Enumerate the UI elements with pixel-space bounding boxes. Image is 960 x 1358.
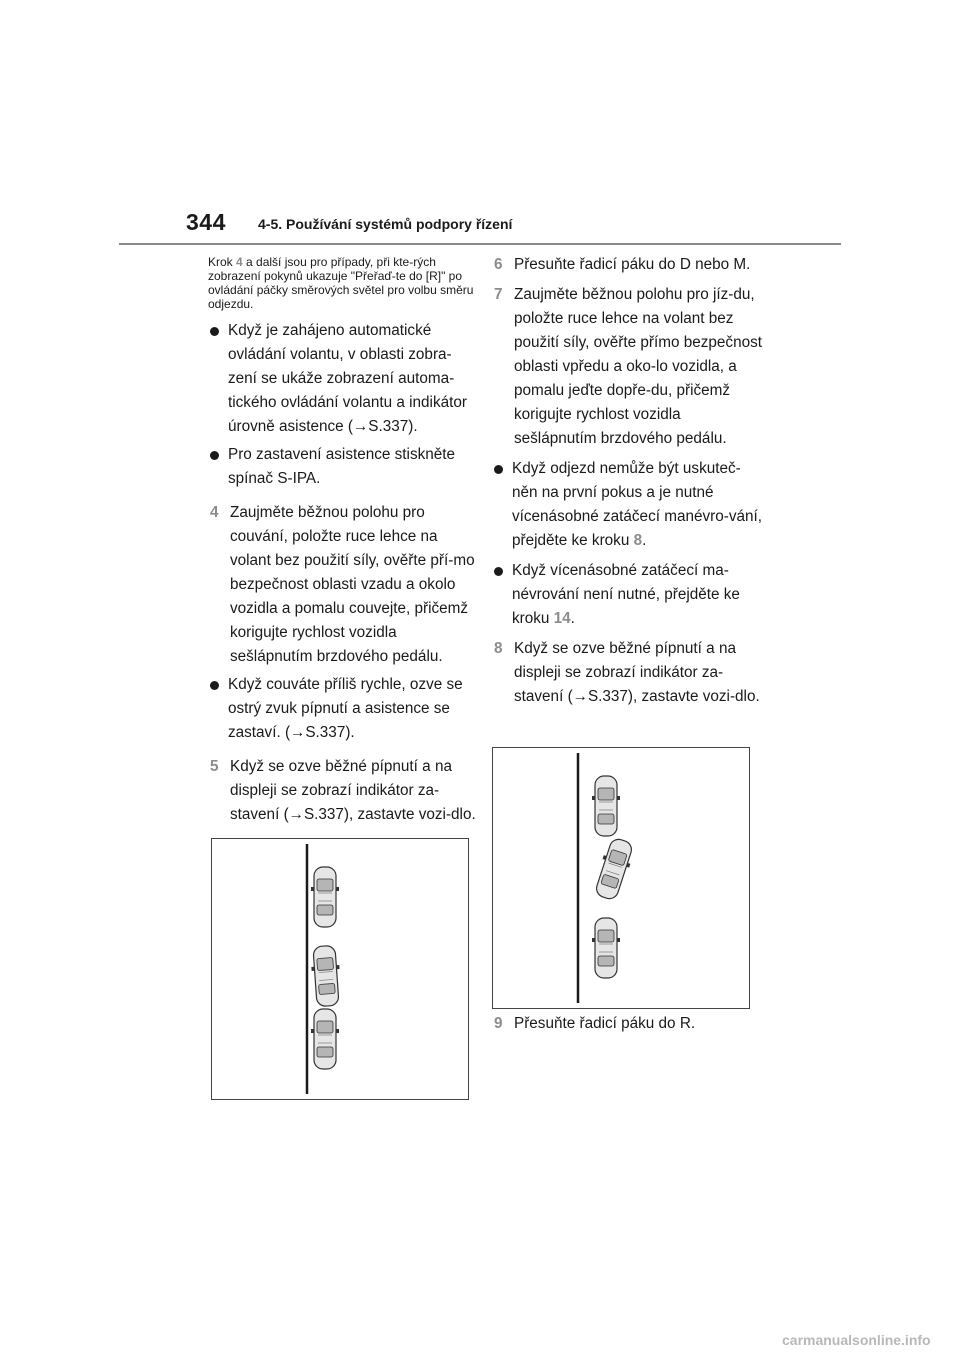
bullet-text: Když vícenásobné zatáčecí ma-névrování není nutné, přejděte ke kroku <box>512 562 740 627</box>
bullet-dot-icon <box>210 327 219 336</box>
bullet-text: Když couváte příliš rychle, ozve se ostrý zvuk pípnutí a asistence se zastaví. (→S.337). <box>228 676 463 741</box>
bullet-item <box>208 673 476 745</box>
parking-diagram <box>493 748 749 1008</box>
forward-illustration <box>492 747 750 1009</box>
car-icon <box>592 776 620 836</box>
right-column <box>492 253 762 713</box>
header-divider <box>119 243 841 245</box>
step-number: 7 <box>494 286 503 303</box>
bullet-item <box>492 559 762 631</box>
bullet-dot-icon <box>210 681 219 690</box>
step-text: Když se ozve běžné pípnutí a na displeji se zobrazí indikátor za-stavení (→S.337), zastavte vozi-dlo. <box>514 640 760 705</box>
bullet-dot-icon <box>210 451 219 460</box>
step-7 <box>492 283 762 451</box>
step-text: Zaujměte běžnou polohu pro jíz-du, položte ruce lehce na volant bez použití síly, ověřte přímo bezpečnost oblasti vpředu a oko-lo vozidla, a pomalu jeďte dopře-du, přičemž korigujte rychlost vozidla sešlápnutím brzdového pedálu. <box>514 286 762 447</box>
car-icon <box>311 1009 339 1069</box>
step-4 <box>208 501 476 669</box>
step-number: 6 <box>494 256 503 273</box>
step-number: 8 <box>494 640 503 657</box>
note-prefix: Krok <box>208 255 237 269</box>
step-6 <box>492 253 762 277</box>
bullet-item <box>208 319 476 439</box>
step-text: Přesuňte řadicí páku do D nebo M. <box>514 256 751 273</box>
bullet-dot-icon <box>494 465 503 474</box>
watermark: carmanualsonline.info <box>782 1332 931 1348</box>
step-ref: 14 <box>553 610 571 627</box>
step-number: 5 <box>210 758 219 775</box>
bullet-item <box>208 443 476 491</box>
step-number: 4 <box>210 504 219 521</box>
step-9 <box>492 1012 784 1036</box>
bullet-text: Pro zastavení asistence stiskněte spínač S-IPA. <box>228 446 456 487</box>
own-car-icon <box>310 945 342 1007</box>
step-5 <box>208 755 476 827</box>
bullet-text: Když odjezd nemůže být uskuteč-něn na první pokus a je nutné vícenásobné zatáčecí manévro-vání, přejděte ke kroku <box>512 460 762 549</box>
section-title: 4-5. Používání systémů podpory řízení <box>258 216 513 232</box>
bullet-item <box>492 457 762 553</box>
note-text: a další jsou pro případy, při kte-rých zobrazení pokynů ukazuje "Přeřaď-te do [R]" po ovládání páčky směrových světel pro volbu směru odjezdu. <box>208 255 474 311</box>
bullet-tail: . <box>642 532 647 549</box>
step-text: Přesuňte řadicí páku do R. <box>514 1015 696 1032</box>
step-number: 9 <box>494 1015 503 1032</box>
parking-diagram <box>212 839 468 1099</box>
step-ref: 8 <box>633 532 643 549</box>
bullet-text: Když je zahájeno automatické ovládání volantu, v oblasti zobra-zení se ukáže zobrazení automa-tického ovládání volantu a indikátor úrovně asistence (→S.337). <box>228 322 467 435</box>
bullet-tail: . <box>570 610 575 627</box>
car-icon <box>311 867 339 927</box>
step-text: Když se ozve běžné pípnutí a na displeji se zobrazí indikátor za-stavení (→S.337), zastavte vozi-dlo. <box>230 758 476 823</box>
bullet-dot-icon <box>494 567 503 576</box>
step-text: Zaujměte běžnou polohu pro couvání, položte ruce lehce na volant bez použití síly, ověřte pří-mo bezpečnost oblasti vzadu a okolo vozidla a pomalu couvejte, přičemž korigujte rychlost vozidla sešlápnutím brzdového pedálu. <box>230 504 475 665</box>
step-8 <box>492 637 762 709</box>
page-number: 344 <box>186 209 226 235</box>
reverse-illustration <box>211 838 469 1100</box>
own-car-icon <box>591 836 636 902</box>
note-step-ref: 4 <box>236 255 243 269</box>
intro-note <box>208 255 476 311</box>
left-column <box>208 255 476 831</box>
car-icon <box>592 918 620 978</box>
